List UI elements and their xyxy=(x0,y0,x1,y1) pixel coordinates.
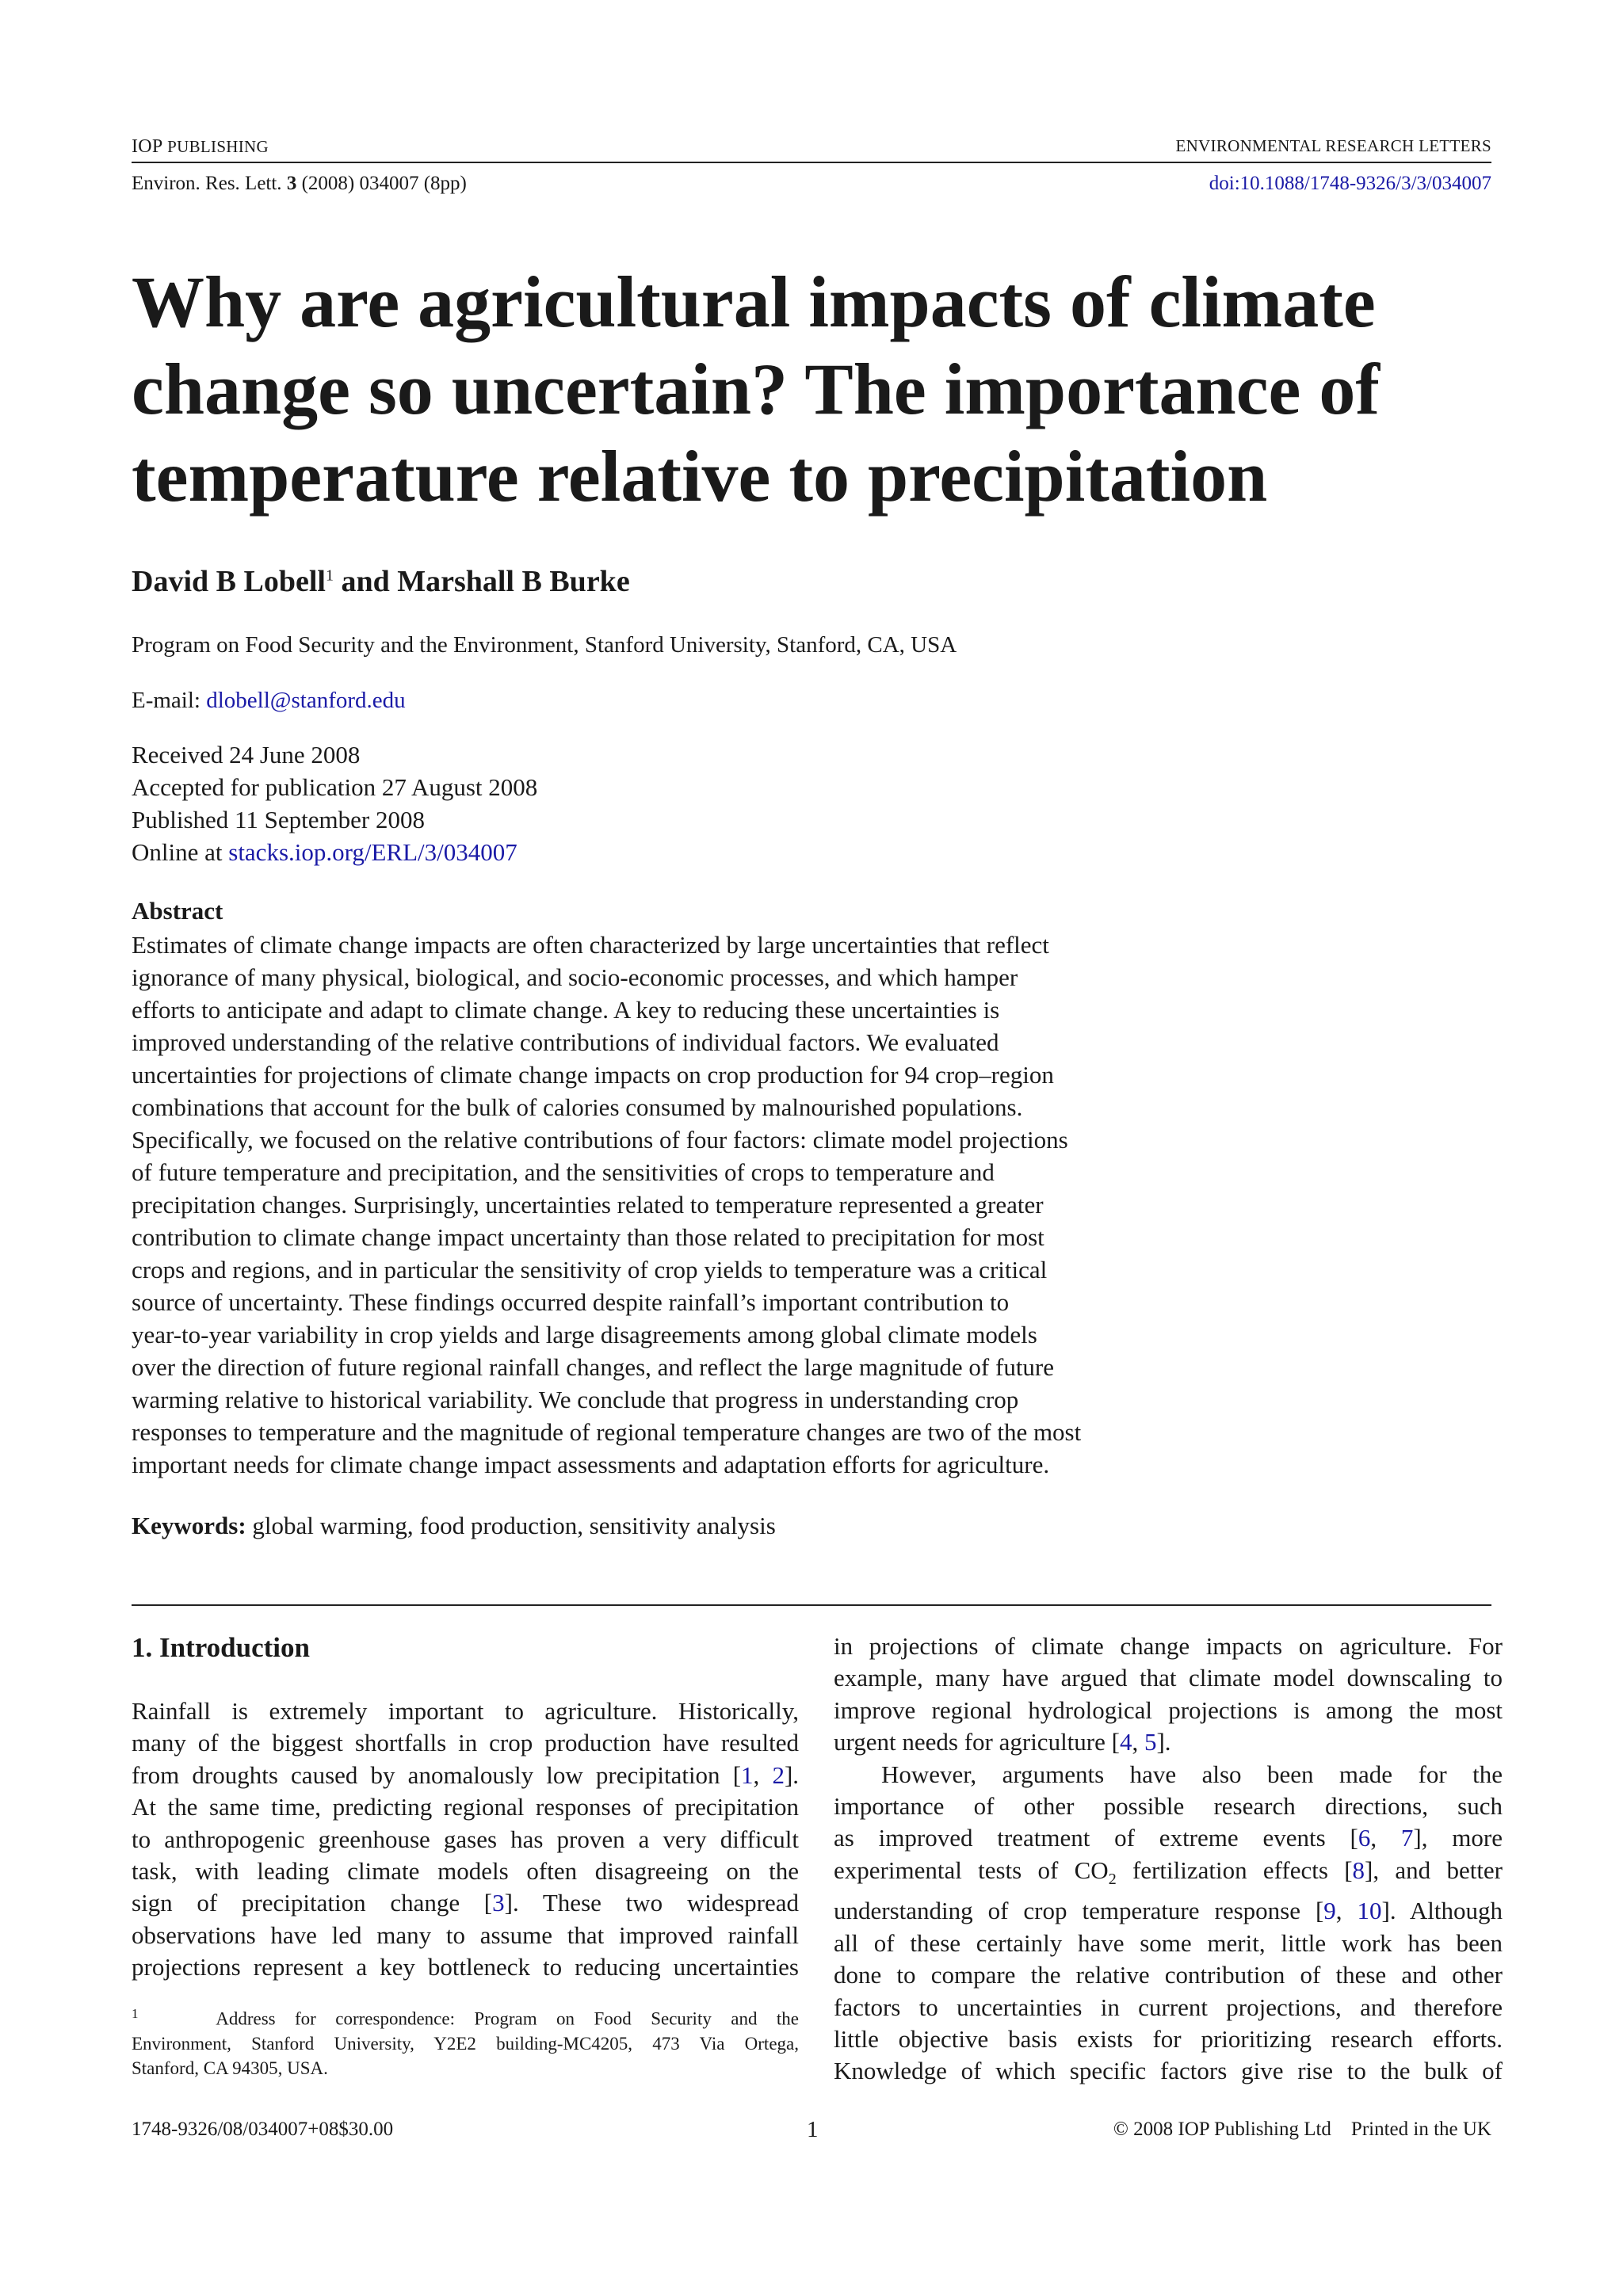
affiliation: Program on Food Security and the Environment, Stanford University, Stanford, CA, USA xyxy=(132,632,957,658)
citation: Environ. Res. Lett. 3 (2008) 034007 (8pp) xyxy=(132,173,467,194)
intro-right-column: in projections of climate change impacts on agriculture. For example, many have argued that climate model downscaling to improve regional hydrological projections is among the most urgent needs for agriculture [4, 5]. However, arguments have also been made for the importance of other possible research directions, such as improved treatment of extreme events [6, 7], more experimental tests of $CO_2$ fertilization effects [8], and better understanding of crop temperature response [9, 10]. Although all of these certainly have some merit, little work has been done to compare the relative contribution of these and other factors to uncertainties in current projections, and therefore little objective basis exists for prioritizing research efforts. Knowledge of which specific factors give rise to the bulk of xyxy=(834,1632,1503,2085)
ref-link: 1 xyxy=(741,1760,754,1789)
section-heading-introduction: 1. Introduction xyxy=(132,1632,310,1663)
ref-link: 4 xyxy=(1119,1728,1132,1756)
publisher-name: IOP PUBLISHING xyxy=(132,136,269,157)
ref-link: 5 xyxy=(1144,1728,1157,1756)
authors: David B Lobell$^1$ and Marshall B Burke xyxy=(132,565,630,598)
email-link[interactable]: dlobell@stanford.edu xyxy=(206,688,406,713)
article-code: 1748-9326/08/034007+08$30.00 xyxy=(132,2119,394,2140)
footnote: $^1$ Address for correspondence: Program on Food Security and the Environment, Stanford University, Y2E2 building-MC4205, 473 Via Ortega, Stanford, CA 94305, USA. xyxy=(132,2006,799,2078)
intro-left-paragraph: Rainfall is extremely important to agriculture. Historically, many of the biggest shortfalls in crop production have resulted from droughts caused by anomalously low precipitation [1, 2]. At the same time, predicting regional responses of precipitation to anthropogenic greenhouse gases has proven a very difficult task, with leading climate models often disagreeing on the sign of precipitation change [3]. These two widespread observations have led many to assume that improved rainfall projections represent a key bottleneck to reducing uncertainties xyxy=(132,1697,800,1981)
ref-link: 2 xyxy=(772,1760,785,1789)
header-rule xyxy=(132,162,1491,163)
paper-title: Why are agricultural impacts of climate change so uncertain? The importance of temperature relative to precipitation xyxy=(132,261,1381,517)
online-link[interactable]: stacks.iop.org/ERL/3/034007 xyxy=(228,838,517,866)
ref-link: 10 xyxy=(1357,1897,1382,1925)
footnote-marker[interactable]: 1 xyxy=(325,566,334,585)
publication-dates: Received 24 June 2008 Accepted for publication 27 August 2008 Published 11 September 2008 Online at stacks.iop.org/ERL/3/034007 xyxy=(132,741,538,866)
journal-name: ENVIRONMENTAL RESEARCH LETTERS xyxy=(1175,136,1491,155)
ref-link: 8 xyxy=(1352,1855,1365,1884)
ref-link: 3 xyxy=(492,1889,505,1917)
ref-link: 9 xyxy=(1323,1897,1336,1925)
keywords: Keywords: global warming, food production, sensitivity analysis xyxy=(132,1512,776,1539)
doi-link[interactable]: doi:10.1088/1748-9326/3/3/034007 xyxy=(1209,173,1491,194)
abstract-heading: Abstract xyxy=(132,897,223,925)
copyright: © 2008 IOP Publishing Ltd Printed in the UK xyxy=(1113,2119,1491,2140)
email-line: E-mail: dlobell@stanford.edu xyxy=(132,688,406,713)
page-number: 1 xyxy=(807,2117,819,2142)
abstract-body: Estimates of climate change impacts are often characterized by large uncertainties that reflect ignorance of many physical, biological, and socio-economic processes, and which hamper efforts to anticipate and adapt to climate change. A key to reducing these uncertainties is improved understanding of the relative contributions of individual factors. We evaluated uncertainties for projections of climate change impacts on crop production for 94 crop–region combinations that account for the bulk of calories consumed by malnourished populations. Specifically, we focused on the relative contributions of four factors: climate model projections of future temperature and precipitation, and the sensitivities of crops to temperature and precipitation changes. Surprisingly, uncertainties related to temperature represented a greater contribution to climate change impact uncertainty than those related to precipitation for most crops and regions, and in particular the sensitivity of crop yields to temperature was a critical source of uncertainty. These findings occurred despite rainfall’s important contribution to year-to-year variability in crop yields and large disagreements among global climate models over the direction of future regional rainfall changes, and reflect the large magnitude of future warming relative to historical variability. We conclude that progress in understanding crop responses to temperature and the magnitude of regional temperature changes are two of the most important needs for climate change impact assessments and adaptation efforts for agriculture. xyxy=(132,931,1082,1478)
ref-link: 7 xyxy=(1400,1824,1414,1852)
section-rule xyxy=(132,1604,1491,1606)
ref-link: 6 xyxy=(1358,1824,1371,1852)
